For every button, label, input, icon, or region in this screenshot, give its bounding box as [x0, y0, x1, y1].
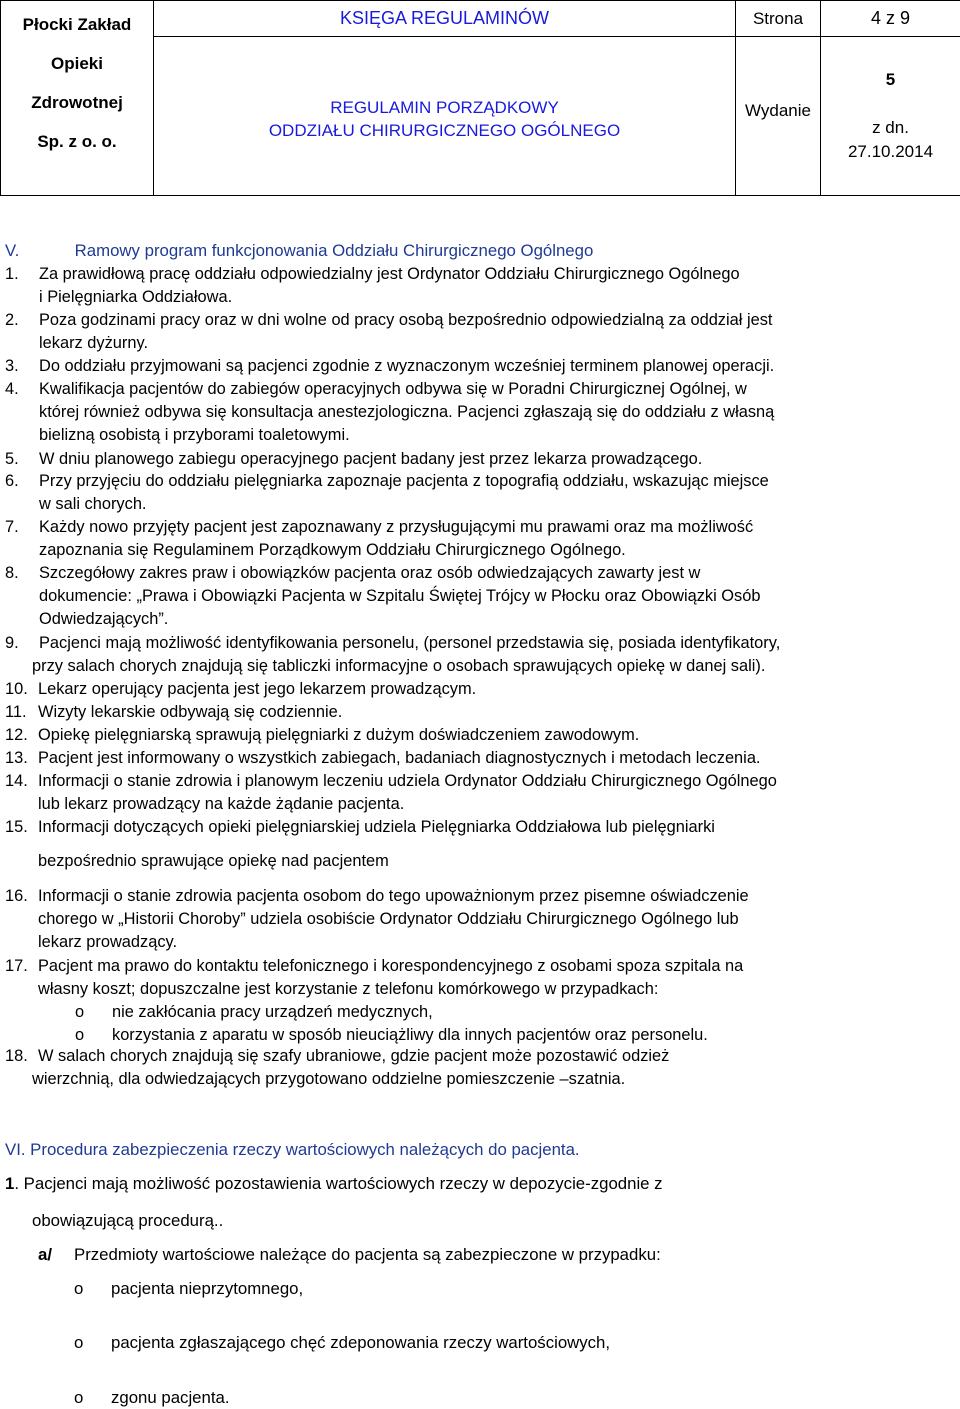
- bullet-marker: o: [74, 1279, 84, 1298]
- list-item-line: Przy przyjęciu do oddziału pielęgniarka zapoznaje pacjenta z topografią oddziału, wskazując miejsce: [39, 472, 769, 490]
- list-item-number: 17.: [5, 957, 28, 975]
- list-item-line: Pacjent ma prawo do kontaktu telefonicznego i korespondencyjnego z osobami spoza szpitala na: [38, 957, 744, 975]
- list-item-number: 10.: [5, 680, 28, 698]
- list-item-line: własny koszt; dopuszczalne jest korzystanie z telefonu komórkowego w przypadkach:: [38, 980, 659, 998]
- list-item-line: Odwiedzających”.: [39, 610, 169, 628]
- edition-date-label: z dn.: [872, 118, 909, 137]
- bullet-item-text: pacjenta nieprzytomnego,: [111, 1279, 304, 1298]
- bullet-item-text: zgonu pacjenta.: [111, 1388, 230, 1407]
- list-item-line: Do oddziału przyjmowani są pacjenci zgodnie z wyznaczonym wcześniej terminem planowej operacji.: [39, 357, 775, 375]
- list-item-number: 8.: [5, 564, 19, 582]
- list-item-line: W dniu planowego zabiegu operacyjnego pacjent badany jest przez lekarza prowadzącego.: [39, 450, 703, 468]
- list-item-number: 12.: [5, 726, 28, 744]
- list-item-line: i Pielęgniarka Oddziałowa.: [39, 288, 233, 306]
- document-title: [154, 37, 736, 196]
- section-6-p1-number: 1: [5, 1174, 15, 1193]
- sub-list-item-text: nie zakłócania pracy urządzeń medycznych,: [112, 1003, 433, 1021]
- list-item-line: zapoznania się Regulaminem Porządkowym Oddziału Chirurgicznego Ogólnego.: [39, 541, 626, 559]
- list-item-line: chorego w „Historii Choroby” udziela osobiście Ordynator Oddziału Chirurgicznego Ogólnego lub: [38, 910, 739, 928]
- list-item-line: Wizyty lekarskie odbywają się codziennie.: [38, 703, 343, 721]
- bullet-marker: o: [75, 1003, 85, 1021]
- list-item-line: Za prawidłową pracę oddziału odpowiedzialny jest Ordynator Oddziału Chirurgicznego Ogólnego: [39, 265, 740, 283]
- book-title: KSIĘGA REGULAMINÓW: [154, 1, 736, 37]
- list-item-line: Informacji o stanie zdrowia pacjenta osobom do tego upoważnionym przez pisemne oświadczenie: [38, 887, 749, 905]
- list-item-number: 6.: [5, 472, 19, 490]
- list-item-number: 3.: [5, 357, 19, 375]
- list-item-line: Każdy nowo przyjęty pacjent jest zapoznawany z przysługującymi mu prawami oraz ma możliwość: [39, 518, 754, 536]
- page-value: 4 z 9: [821, 1, 960, 37]
- list-item-number: 14.: [5, 772, 28, 790]
- section-5-heading: [5, 242, 593, 260]
- bullet-marker: o: [74, 1388, 84, 1407]
- list-item-number: 7.: [5, 518, 19, 536]
- section-6-p1-line-1: . Pacjenci mają możliwość pozostawienia wartościowych rzeczy w depozycie-zgodnie z: [14, 1174, 663, 1193]
- list-item-line: Informacji o stanie zdrowia i planowym leczeniu udziela Ordynator Oddziału Chirurgicznego Ogólnego: [38, 772, 777, 790]
- list-item-number: 1.: [5, 265, 19, 283]
- sub-list-item-text: korzystania z aparatu w sposób nieuciążliwy dla innych pacjentów oraz personelu.: [112, 1026, 708, 1044]
- bullet-marker: o: [75, 1026, 85, 1044]
- edition-number: 5: [885, 70, 896, 89]
- list-item-line: Informacji dotyczących opieki pielęgniarskiej udziela Pielęgniarka Oddziałowa lub pielęgniarki: [38, 818, 715, 836]
- list-item-number: 9.: [5, 634, 19, 652]
- section-6-a-text: Przedmioty wartościowe należące do pacjenta są zabezpieczone w przypadku:: [74, 1245, 661, 1264]
- company-line-4: Sp. z o. o.: [37, 132, 117, 151]
- list-item-line: lekarz prowadzący.: [38, 933, 178, 951]
- list-item-line: Szczegółowy zakres praw i obowiązków pacjenta oraz osób odwiedzających zawarty jest w: [39, 564, 701, 582]
- company-line-2: Opieki: [51, 54, 103, 73]
- list-item-number: 18.: [5, 1047, 28, 1065]
- document-title-line-2: ODDZIAŁU CHIRURGICZNEGO OGÓLNEGO: [268, 121, 621, 140]
- list-item-line: Pacjenci mają możliwość identyfikowania personelu, (personel przedstawia się, posiada identyfikatory,: [39, 634, 781, 652]
- list-item-line: w sali chorych.: [39, 495, 147, 513]
- list-item-number: 2.: [5, 311, 19, 329]
- section-6-p1-line-2: obowiązującą procedurą..: [32, 1211, 224, 1230]
- list-item-line: lekarz dyżurny.: [39, 334, 149, 352]
- page-label: Strona: [736, 1, 821, 37]
- section-6-a-label: a/: [38, 1245, 52, 1264]
- list-item-number: 16.: [5, 887, 28, 905]
- document-title-line-1: REGULAMIN PORZĄDKOWY: [330, 98, 559, 117]
- list-item-line: Opiekę pielęgniarską sprawują pielęgniarki z dużym doświadczeniem zawodowym.: [38, 726, 640, 744]
- list-item-line: Poza godzinami pracy oraz w dni wolne od pracy osobą bezpośrednio odpowiedzialną za oddział jest: [39, 311, 773, 329]
- bullet-marker: o: [74, 1333, 84, 1352]
- list-item-number: 4.: [5, 380, 19, 398]
- list-item-number: 5.: [5, 450, 19, 468]
- list-item-number: 11.: [5, 703, 27, 721]
- list-item-line: której również odbywa się konsultacja anestezjologiczna. Pacjenci zgłaszają się do oddziału z własną: [39, 403, 775, 421]
- edition-date: 27.10.2014: [847, 142, 934, 161]
- section-5-title: Ramowy program funkcjonowania Oddziału Chirurgicznego Ogólnego: [74, 241, 594, 260]
- list-item-number: 13.: [5, 749, 28, 767]
- edition-info: [821, 37, 960, 196]
- document-header: [0, 0, 960, 196]
- list-item-line: lub lekarz prowadzący na każde żądanie pacjenta.: [38, 795, 405, 813]
- bullet-item-text: pacjenta zgłaszającego chęć zdeponowania rzeczy wartościowych,: [111, 1333, 611, 1352]
- section-6-heading: VI. Procedura zabezpieczenia rzeczy wartościowych należących do pacjenta.: [5, 1140, 580, 1159]
- list-item-line: wierzchnią, dla odwiedzających przygotowano oddzielne pomieszczenie –szatnia.: [32, 1070, 626, 1088]
- list-item-line: przy salach chorych znajdują się tabliczki informacyjne o osobach sprawujących opiekę w danej sali).: [32, 657, 766, 675]
- list-item-line: Kwalifikacja pacjentów do zabiegów operacyjnych odbywa się w Poradni Chirurgicznej Ogólnej, w: [39, 380, 747, 398]
- list-item-line: Lekarz operujący pacjenta jest jego lekarzem prowadzącym.: [38, 680, 477, 698]
- list-item-number: 15.: [5, 818, 28, 836]
- company-name: [1, 1, 154, 196]
- section-5-number: V.: [5, 241, 20, 260]
- list-item-line: bielizną osobistą i przyborami toaletowymi.: [39, 426, 350, 444]
- edition-label: Wydanie: [736, 37, 821, 196]
- list-item-line: W salach chorych znajdują się szafy ubraniowe, gdzie pacjent może pozostawić odzież: [38, 1047, 670, 1065]
- list-item-line: dokumencie: „Prawa i Obowiązki Pacjenta w Szpitalu Świętej Trójcy w Płocku oraz Obowiązki Osób: [39, 587, 761, 605]
- section-6-paragraph-1: [5, 1175, 663, 1193]
- list-item-line: Pacjent jest informowany o wszystkich zabiegach, badaniach diagnostycznych i metodach leczenia.: [38, 749, 761, 767]
- company-line-1: Płocki Zakład: [22, 15, 132, 34]
- company-line-3: Zdrowotnej: [31, 93, 123, 112]
- list-item-line: bezpośrednio sprawujące opiekę nad pacjentem: [38, 852, 389, 870]
